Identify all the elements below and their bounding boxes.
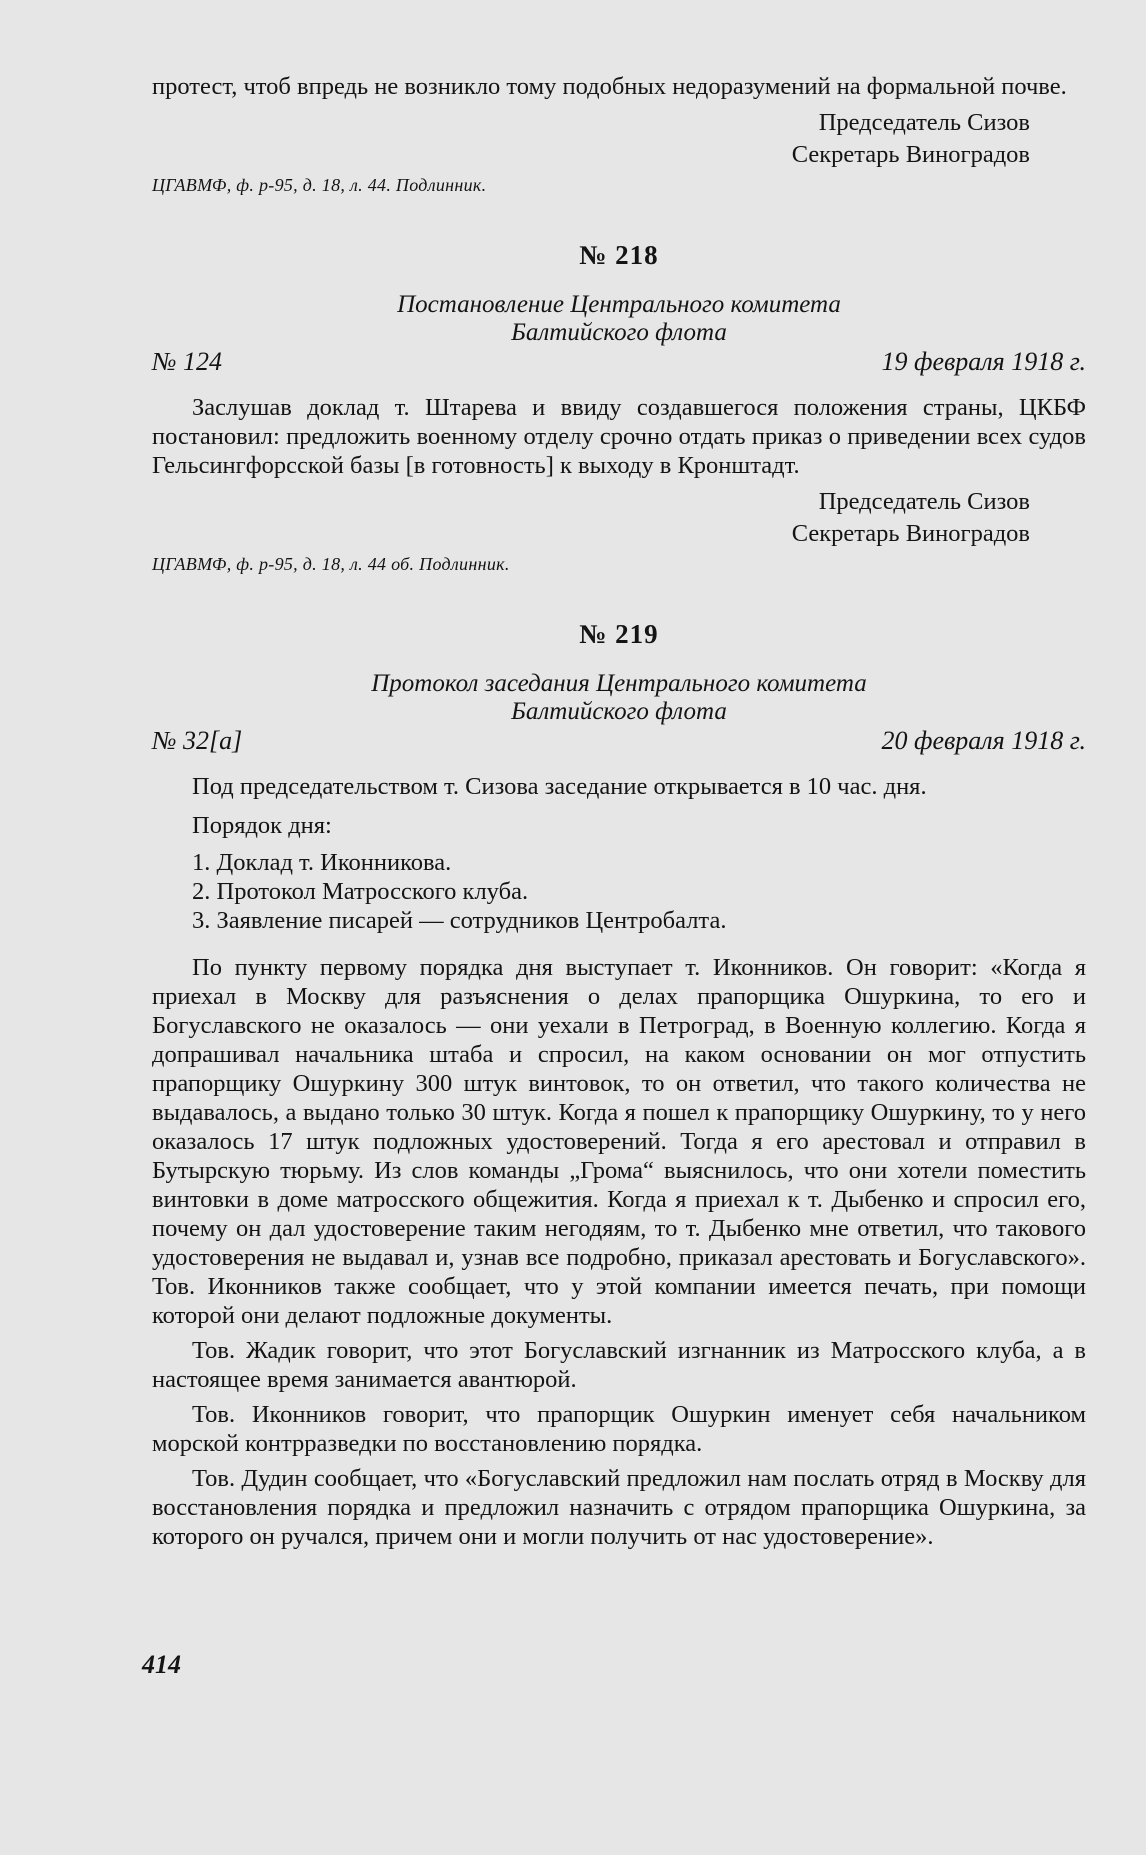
signature-chair: Председатель Сизов bbox=[818, 109, 1030, 136]
signature-secretary: Секретарь Виноградов bbox=[791, 520, 1030, 547]
agenda-label: Порядок дня: bbox=[192, 812, 332, 839]
signature-block bbox=[152, 486, 1086, 550]
page-number: 414 bbox=[142, 1650, 181, 1679]
title-line: Балтийского флота bbox=[511, 698, 727, 725]
title-line: Балтийского флота bbox=[511, 319, 727, 346]
archive-source: ЦГАВМФ, ф. р-95, д. 18, л. 44 об. Подлинник. bbox=[152, 554, 510, 574]
document-title bbox=[152, 291, 1086, 347]
registration-number: № 32[а] bbox=[152, 726, 243, 755]
continuation-paragraph: протест, чтоб впредь не возникло тому подобных недоразумений на формальной почве. bbox=[152, 73, 1067, 100]
document-date: 20 февраля 1918 г. bbox=[881, 726, 1086, 755]
protocol-paragraph: Тов. Дудин сообщает, что «Богуславский предложил нам послать отряд в Москву для восстановления порядка и предложил назначить с отрядом прапорщика Ошуркина, за которого он ручался, причем они и могли получить от нас удостоверение». bbox=[152, 1465, 1086, 1550]
protocol-paragraph: Тов. Жадик говорит, что этот Богуславский изгнанник из Матросского клуба, а в настоящее время занимается авантюрой. bbox=[152, 1337, 1086, 1393]
resolution-paragraph: Заслушав доклад т. Штарева и ввиду создавшегося положения страны, ЦКБФ постановил: предложить военному отделу срочно отдать приказ о приведении всех судов Гельсингфорсской базы [в готовность] к выходу в Кронштадт. bbox=[152, 394, 1086, 479]
document-meta-row bbox=[152, 347, 1086, 377]
archive-source: ЦГАВМФ, ф. р-95, д. 18, л. 44. Подлинник. bbox=[152, 175, 487, 195]
protocol-paragraph: По пункту первому порядка дня выступает т. Иконников. Он говорит: «Когда я приехал в Москву для разъяснения о делах прапорщика Ошуркина, то его и Богуславского не оказалось — они уехали в Петроград, в Военную коллегию. Когда я допрашивал начальника штаба и спросил, на каком основании он мог отпустить прапорщику Ошуркину 300 штук винтовок, то он ответил, что такого количества не выдавалось, а выдано только 30 штук. Когда я пошел к прапорщику Ошуркину, то у него оказалось 17 штук подложных удостоверений. Тогда я его арестовал и отправил в Бутырскую тюрьму. Из слов команды „Грома“ выяснилось, что они хотели поместить винтовки в доме матросского общежития. Когда я приехал к т. Дыбенко и спросил его, почему он дал удостоверение таким негодяям, то т. Дыбенко мне ответил, что такового удостоверения не выдавал и, узнав все подробно, приказал арестовать и Богуславского». Тов. Иконников также сообщает, что у этой компании имеется печать, при помощи которой они делают подложные документы. bbox=[152, 954, 1086, 1329]
document-number: № 219 bbox=[579, 619, 659, 649]
registration-number: № 124 bbox=[152, 347, 223, 376]
opening-paragraph: Под председательством т. Сизова заседание открывается в 10 час. дня. bbox=[192, 773, 927, 800]
title-line: Постановление Центрального комитета bbox=[397, 291, 841, 318]
text-column bbox=[152, 72, 1086, 1551]
document-meta-row bbox=[152, 726, 1086, 756]
title-line: Протокол заседания Центрального комитета bbox=[371, 670, 867, 697]
agenda-item: 1. Доклад т. Иконникова. bbox=[192, 849, 452, 876]
document-number: № 218 bbox=[579, 240, 659, 270]
document-date: 19 февраля 1918 г. bbox=[881, 347, 1086, 376]
agenda-list bbox=[152, 848, 1086, 935]
agenda-item: 3. Заявление писарей — сотрудников Центробалта. bbox=[192, 907, 727, 934]
agenda-item: 2. Протокол Матросского клуба. bbox=[192, 878, 529, 905]
signature-secretary: Секретарь Виноградов bbox=[791, 141, 1030, 168]
protocol-paragraph: Тов. Иконников говорит, что прапорщик Ошуркин именует себя начальником морской контрразведки по восстановлению порядка. bbox=[152, 1401, 1086, 1457]
signature-block bbox=[152, 107, 1086, 171]
signature-chair: Председатель Сизов bbox=[818, 488, 1030, 515]
document-title bbox=[152, 670, 1086, 726]
